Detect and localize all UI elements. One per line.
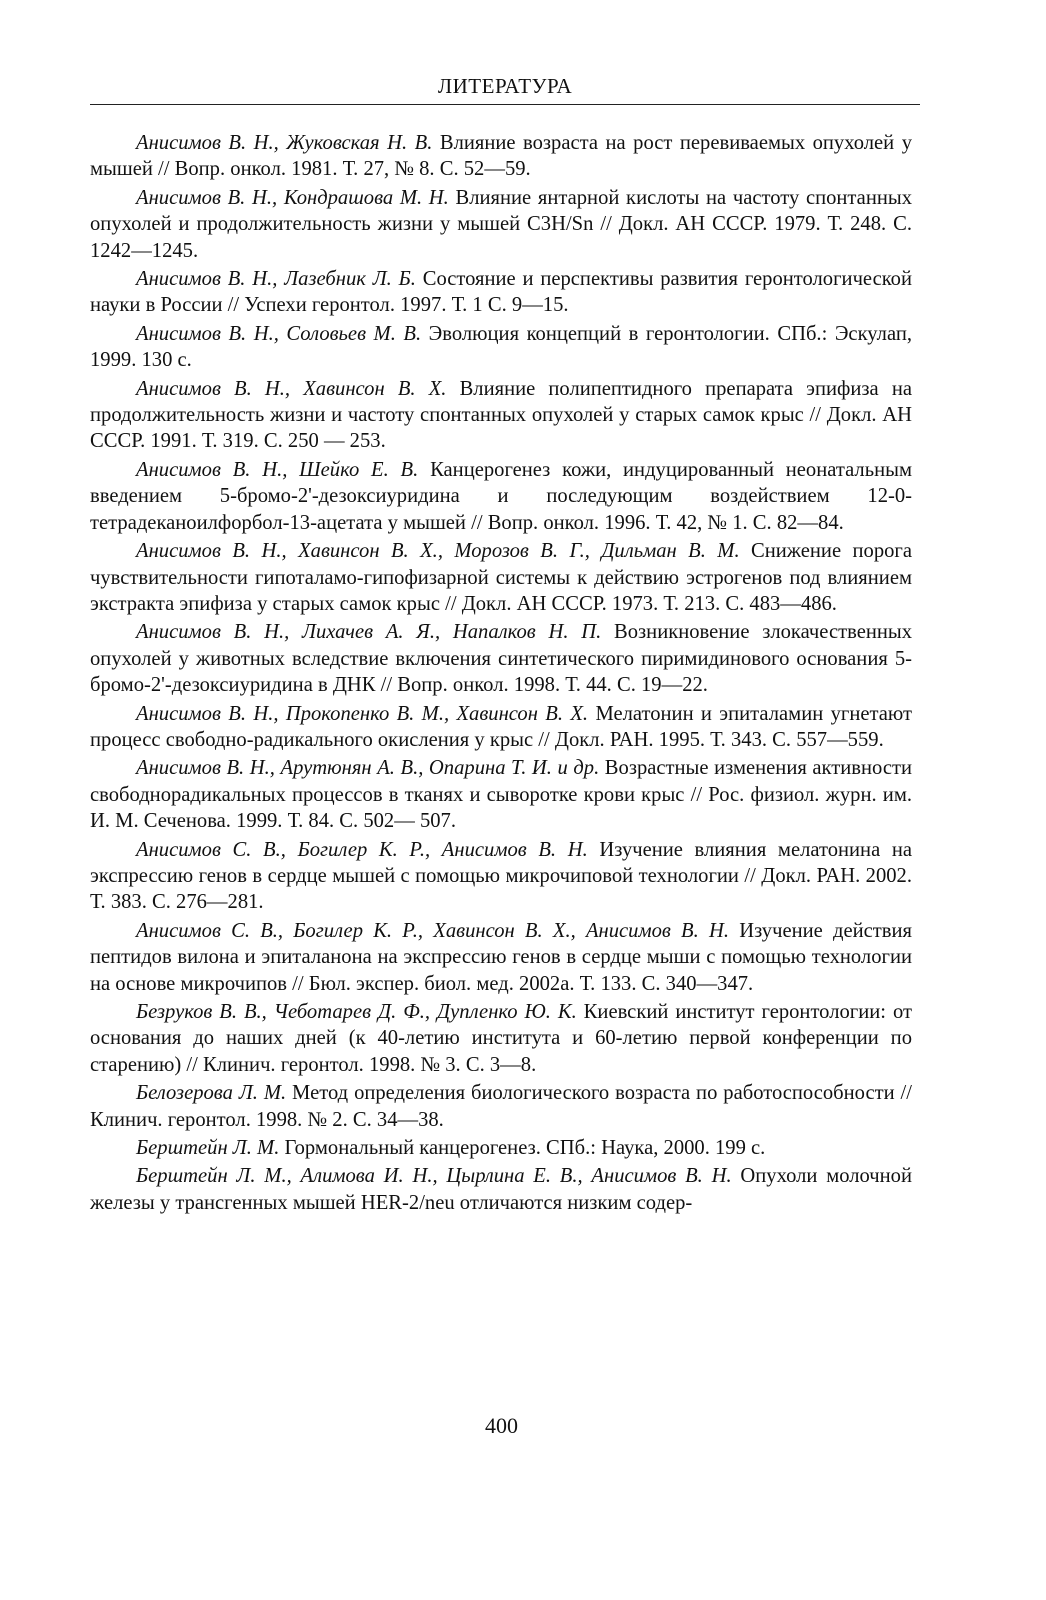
reference-entry <box>90 918 912 997</box>
reference-text: Влияние возраста на рост перевиваемых опухолей у мышей // Вопр. онкол. 1981. Т. 27, № 8. С. 52—59. <box>90 132 912 181</box>
page-number: 400 <box>485 1413 518 1438</box>
reference-text: Изучение действия пептидов вилона и эпиталанона на экспрессию генов в сердце мыши с помощью технологии на основе микрочипов // Бюл. экспер. биол. мед. 2002а. Т. 133. С. 340—347. <box>90 919 912 995</box>
reference-authors: Анисимов С. В., Богилер К. Р., Анисимов В. Н. <box>136 838 588 861</box>
reference-list <box>90 130 912 1218</box>
reference-text: Возрастные изменения активности свободнорадикальных процессов в тканях и сыворотке крови крыс // Рос. физиол. журн. им. И. М. Сеченова. 1999. Т. 84. С. 502— 507. <box>90 757 912 833</box>
reference-entry <box>90 376 912 455</box>
header-rule <box>90 104 920 105</box>
reference-text: Канцерогенез кожи, индуцированный неонатальным введением 5-бромо-2'-дезоксиуридина и последующим воздействием 12-0-тетрадеканоилфорбол-13-ацетата у мышей // Вопр. онкол. 1996. Т. 42, № 1. С. 82—84. <box>90 458 912 534</box>
reference-entry <box>90 701 912 754</box>
reference-authors: Анисимов В. Н., Арутюнян А. В., Опарина Т. И. и др. <box>136 757 600 780</box>
reference-text: Эволюция концепций в геронтологии. СПб.: Эскулап, 1999. 130 с. <box>90 322 912 372</box>
reference-text: Влияние янтарной кислоты на частоту спонтанных опухолей и продолжительность жизни у мышей C3H/Sn // Докл. АН СССР. 1979. Т. 248. С. 1242—1245. <box>90 186 912 262</box>
reference-entry <box>90 1163 912 1216</box>
reference-entry <box>90 619 912 698</box>
reference-text: Снижение порога чувствительности гипоталамо-гипофизарной системы к действию эстрогенов под влиянием экстракта эпифиза у старых самок крыс // Докл. АН СССР. 1973. Т. 213. С. 483—486. <box>90 540 913 615</box>
reference-authors: Анисимов В. Н., Лихачев А. Я., Напалков Н. П. <box>136 621 602 644</box>
reference-text: Влияние полипептидного препарата эпифиза на продолжительность жизни и частоту спонтанных опухолей у старых самок крыс // Докл. АН СССР. 1991. Т. 319. С. 250 — 253. <box>90 377 912 453</box>
reference-text: Возникновение злокачественных опухолей у животных вследствие включения синтетического пиримидинового основания 5-бромо-2'-дезоксиуридина в ДНК // Вопр. онкол. 1998. Т. 44. С. 19—22. <box>90 621 913 697</box>
reference-authors: Безруков В. В., Чеботарев Д. Ф., Дупленко Ю. К. <box>136 1001 577 1023</box>
reference-entry <box>90 321 912 374</box>
reference-authors: Берштейн Л. М., Алимова И. Н., Цырлина Е. В., Анисимов В. Н. <box>136 1165 732 1188</box>
reference-authors: Анисимов В. Н., Прокопенко В. М., Хавинсон В. Х. <box>136 702 589 725</box>
reference-text: Опухоли молочной железы у трансгенных мышей HER-2/neu отличаются низким содер- <box>90 1165 912 1214</box>
reference-entry <box>90 457 912 536</box>
reference-entry <box>90 755 912 834</box>
reference-entry <box>90 266 912 319</box>
reference-text: Изучение влияния мелатонина на экспрессию генов в сердце мышей с помощью микрочиповой технологии // Докл. РАН. 2002. Т. 383. С. 276—281. <box>90 838 912 914</box>
reference-authors: Анисимов В. Н., Хавинсон В. Х., Морозов В. Г., Дильман В. М. <box>136 540 740 563</box>
reference-entry <box>90 538 912 617</box>
reference-text: Мелатонин и эпиталамин угнетают процесс свободно-радикального окисления у крыс // Докл. РАН. 1995. Т. 343. С. 557—559. <box>90 702 913 751</box>
reference-authors: Берштейн Л. М. <box>136 1137 280 1160</box>
reference-entry <box>90 1080 912 1133</box>
reference-text: Гормональный канцерогенез. СПб.: Наука, 2000. 199 с. <box>279 1137 766 1160</box>
reference-text: Состояние и перспективы развития геронтологической науки в России // Успехи геронтол. 1997. Т. 1 С. 9—15. <box>90 268 912 317</box>
reference-entry <box>90 130 912 183</box>
reference-authors: Анисимов С. В., Богилер К. Р., Хавинсон В. Х., Анисимов В. Н. <box>136 919 730 942</box>
reference-text: Киевский институт геронтологии: от основания до наших дней (к 40-летию института и 60-летию первой конференции по старению) // Клинич. геронтол. 1998. № 3. С. 3—8. <box>90 1001 912 1076</box>
reference-entry <box>90 999 912 1078</box>
reference-text: Метод определения биологического возраста по работоспособности // Клинич. геронтол. 1998. № 2. С. 34—38. <box>90 1082 913 1131</box>
reference-entry <box>90 185 912 264</box>
reference-authors: Анисимов В. Н., Хавинсон В. Х. <box>136 377 447 400</box>
reference-authors: Анисимов В. Н., Лазебник Л. Б. <box>136 268 416 291</box>
reference-authors: Белозерова Л. М. <box>136 1082 287 1105</box>
reference-authors: Анисимов В. Н., Соловьев М. В. <box>136 322 422 345</box>
reference-authors: Анисимов В. Н., Жуковская Н. В. <box>136 132 433 154</box>
reference-entry <box>90 1135 912 1161</box>
reference-entry <box>90 837 912 916</box>
running-header: ЛИТЕРАТУРА <box>437 74 573 98</box>
reference-authors: Анисимов В. Н., Шейко Е. В. <box>136 458 419 481</box>
reference-authors: Анисимов В. Н., Кондрашова М. Н. <box>136 186 449 209</box>
